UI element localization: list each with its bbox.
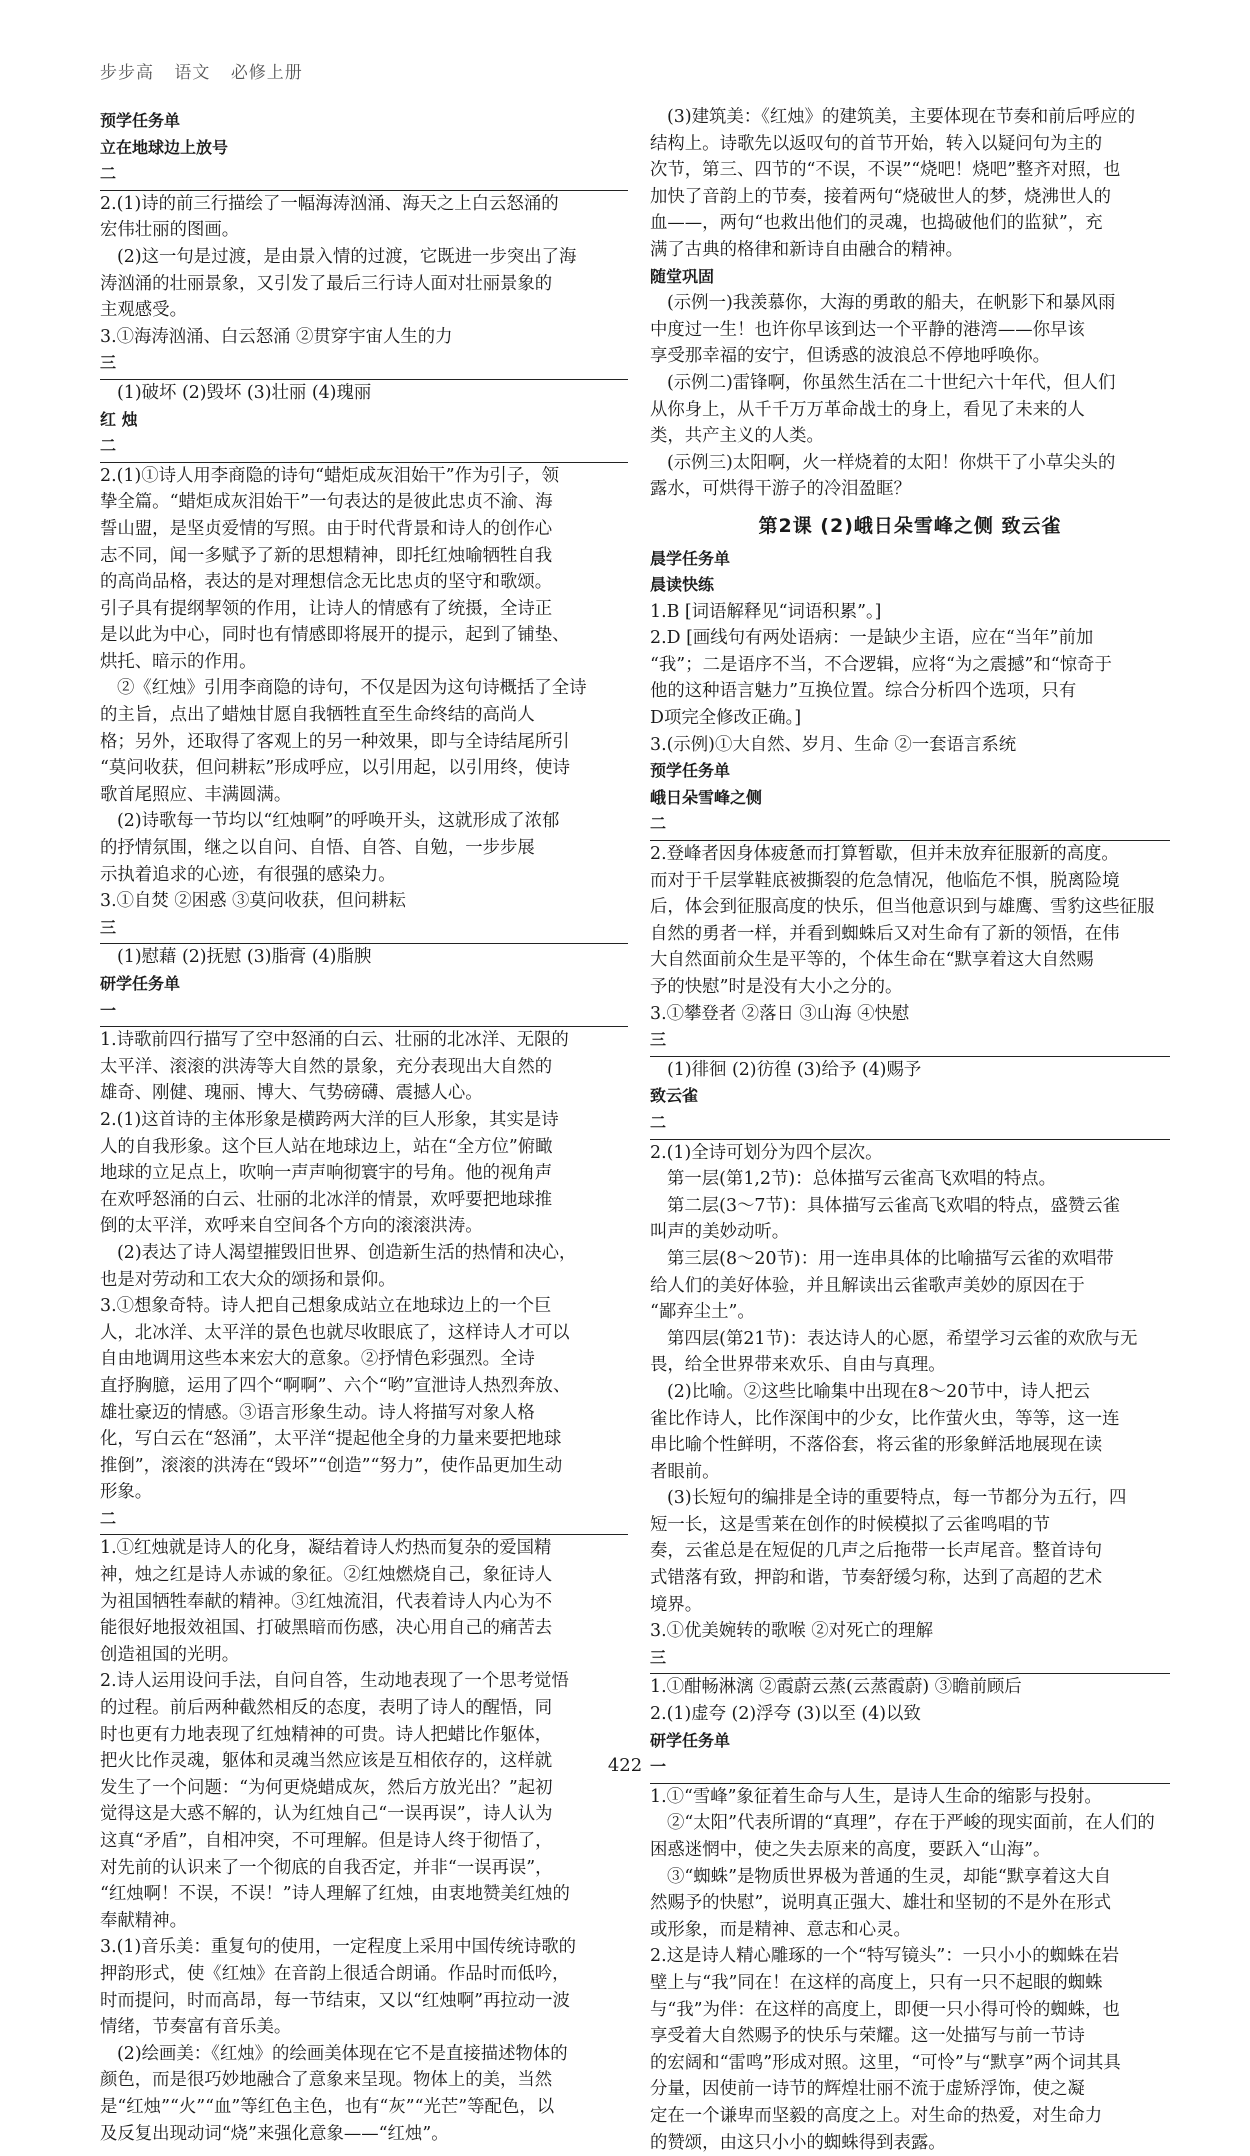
text-line: 主观感受。 [100,297,628,324]
text-line: 情绪，节奏富有音乐美。 [100,2014,628,2041]
text-line: 自由地调用这些本来宏大的意象。②抒情色彩强烈。全诗 [100,1346,628,1373]
text-line: 血——，两句“也救出他们的灵魂，也捣破他们的监狱”，充 [650,210,1170,237]
text-line: (示例一)我羡慕你，大海的勇敢的船夫，在帆影下和暴风雨 [650,290,1170,317]
text-line: (3)长短句的编排是全诗的重要特点，每一节都分为五行，四 [650,1485,1170,1512]
text-line: (2)表达了诗人渴望摧毁旧世界、创造新生活的热情和决心， [100,1240,628,1267]
text-line: ③“蜘蛛”是物质世界极为普通的生灵，却能“默享着这大自 [650,1864,1170,1891]
text-line: 这真“矛盾”，自相冲突，不可理解。但是诗人终于彻悟了， [100,1828,628,1855]
text-line: 的主旨，点出了蜡烛甘愿自我牺牲直至生命终结的高尚人 [100,702,628,729]
text-line: 形象。 [100,1479,628,1506]
text-line: 自然的勇者一样，并看到蜘蛛后又对生命有了新的领悟，在伟 [650,921,1170,948]
text-line: 对先前的认识来了一个彻底的自我否定，并非“一误再误”， [100,1855,628,1882]
text-line: 人，北冰洋、太平洋的景色也就尽收眼底了，这样诗人才可以 [100,1320,628,1347]
text-line: 推倒”，滚滚的洪涛在“毁坏”“创造”“努力”，使作品更加生动 [100,1453,628,1480]
text-line: 然赐予的快慰”，说明真正强大、雄壮和坚韧的不是外在形式 [650,1890,1170,1917]
text-line: 也是对劳动和工农大众的颂扬和景仰。 [100,1267,628,1294]
text-line: (2)这一句是过渡，是由景入情的过渡，它既进一步突出了海 [100,244,628,271]
part-marker: 二 [100,1506,628,1533]
text-line: 享受那幸福的安宁，但诱惑的波浪总不停地呼唤你。 [650,343,1170,370]
text-line: 神，烛之红是诗人赤诚的象征。②红烛燃烧自己，象征诗人 [100,1562,628,1589]
text-line: 直抒胸臆，运用了四个“啊啊”、六个“哟”宣泄诗人热烈奔放、 [100,1373,628,1400]
text-line: 叫声的美妙动听。 [650,1219,1170,1246]
part-marker: 二 [650,1110,1170,1137]
text-line: 中度过一生！也许你早该到达一个平静的港湾——你早该 [650,317,1170,344]
text-line: 3.(1)音乐美：重复句的使用，一定程度上采用中国传统诗歌的 [100,1934,628,1961]
text-line: 畏，给全世界带来欢乐、自由与真理。 [650,1352,1170,1379]
section-heading: 预学任务单 [100,108,628,135]
part-marker: 三 [100,350,628,377]
text-line: 能很好地报效祖国、打破黑暗而伤感，决心用自己的痛苦去 [100,1615,628,1642]
text-line: 而对于千层掌鞋底被撕裂的危急情况，他临危不惧，脱离险境 [650,868,1170,895]
text-line: 从你身上，从千千万万革命战士的身上，看见了未来的人 [650,397,1170,424]
text-line: 或形象，而是精神、意志和心灵。 [650,1917,1170,1944]
text-line: (3)建筑美：《红烛》的建筑美，主要体现在节奏和前后呼应的 [650,104,1170,131]
text-line: (1)慰藉 (2)抚慰 (3)脂膏 (4)脂腴 [100,944,628,971]
part-marker: 二 [100,161,628,188]
text-line: 倒的太平洋，欢呼来自空间各个方向的滚滚洪涛。 [100,1213,628,1240]
text-line: 第四层(第21节)：表达诗人的心愿，希望学习云雀的欢欣与无 [650,1326,1170,1353]
text-line: 誓山盟，是坚贞爱情的写照。由于时代背景和诗人的创作心 [100,516,628,543]
text-line: 2.(1)诗的前三行描绘了一幅海涛汹涌、海天之上白云怒涌的 [100,191,628,218]
text-line: 定在一个谦卑而坚毅的高度之上。对生命的热爱，对生命力 [650,2103,1170,2130]
text-line: 雄壮豪迈的情感。③语言形象生动。诗人将描写对象人格 [100,1400,628,1427]
running-header [100,58,317,83]
text-line: 类，共产主义的人类。 [650,423,1170,450]
section-heading: 随堂巩固 [650,264,1170,291]
text-line: 3.①攀登者 ②落日 ③山海 ④快慰 [650,1001,1170,1028]
text-line: 是以此为中心，同时也有情感即将展开的提示，起到了铺垫、 [100,622,628,649]
text-line: ②《红烛》引用李商隐的诗句，不仅是因为这句诗概括了全诗 [100,675,628,702]
text-line: 烘托、暗示的作用。 [100,649,628,676]
text-line: 1.①“雪峰”象征着生命与人生，是诗人生命的缩影与投射。 [650,1784,1170,1811]
text-line: 享受着大自然赐予的快乐与荣耀。这一处描写与前一节诗 [650,2023,1170,2050]
text-line: 满了古典的格律和新诗自由融合的精神。 [650,237,1170,264]
text-line: 志不同，闻一多赋予了新的思想精神，即托红烛喻牺牲自我 [100,543,628,570]
text-line: 第三层(8～20节)：用一连串具体的比喻描写云雀的欢唱带 [650,1246,1170,1273]
text-line: 雀比作诗人，比作深闺中的少女，比作萤火虫，等等，这一连 [650,1406,1170,1433]
text-line: 化，写白云在“怒涌”，太平洋“提起他全身的力量来要把地球 [100,1426,628,1453]
text-line: 次节，第三、四节的“不误，不误”“烧吧！烧吧”整齐对照，也 [650,157,1170,184]
text-line: 1.①红烛就是诗人的化身，凝结着诗人灼热而复杂的爱国精 [100,1535,628,1562]
text-line: 串比喻个性鲜明，不落俗套，将云雀的形象鲜活地展现在读 [650,1432,1170,1459]
text-line: 把火比作灵魂，躯体和灵魂当然应该是互相依存的，这样就 [100,1748,628,1775]
right-column [650,104,1170,2156]
text-line: 2.(1)这首诗的主体形象是横跨两大洋的巨人形象，其实是诗 [100,1107,628,1134]
header-volume: 必修上册 [231,63,303,83]
part-marker: 三 [100,915,628,942]
section-heading: 预学任务单 [650,758,1170,785]
text-line: 后，体会到征服高度的快乐，但当他意识到与雄鹰、雪豹这些征服 [650,894,1170,921]
text-line: 予的快慰”时是没有大小之分的。 [650,974,1170,1001]
text-line: (2)比喻。②这些比喻集中出现在8～20节中，诗人把云 [650,1379,1170,1406]
text-line: 加快了音韵上的节奏，接着两句“烧破世人的梦，烧沸世人的 [650,184,1170,211]
section-heading: 致云雀 [650,1083,1170,1110]
text-line: 1.B [词语解释见“词语积累”。] [650,599,1170,626]
section-heading: 晨读快练 [650,572,1170,599]
section-heading: 峨日朵雪峰之侧 [650,785,1170,812]
section-heading: 立在地球边上放号 [100,135,628,162]
text-line: (2)绘画美：《红烛》的绘画美体现在它不是直接描述物体的 [100,2041,628,2068]
text-line: 3.①想象奇特。诗人把自己想象成站立在地球边上的一个巨 [100,1293,628,1320]
text-line: 涛汹涌的壮丽景象，又引发了最后三行诗人面对壮丽景象的 [100,271,628,298]
text-line: 短一长，这是雪莱在创作的时候模拟了云雀鸣唱的节 [650,1512,1170,1539]
text-line: 2.(1)虚夸 (2)浮夸 (3)以至 (4)以致 [650,1701,1170,1728]
page-number: 422 [0,1755,1250,1776]
text-line: 的宏阔和“雷鸣”形成对照。这里，“可怜”与“默享”两个词其具 [650,2050,1170,2077]
header-subject: 语文 [174,63,210,83]
text-line: “莫问收获，但问耕耘”形成呼应，以引用起，以引用终，使诗 [100,755,628,782]
text-line: 时也更有力地表现了红烛精神的可贵。诗人把蜡比作躯体， [100,1722,628,1749]
part-marker: 一 [100,998,628,1025]
text-line: 大自然面前众生是平等的，个体生命在“默享着这大自然赐 [650,947,1170,974]
text-line: 发生了一个问题：“为何更烧蜡成灰，然后方放光出？”起初 [100,1775,628,1802]
right-column-bottom [650,546,1170,2156]
text-line: 1.诗歌前四行描写了空中怒涌的白云、壮丽的北冰洋、无限的 [100,1027,628,1054]
text-line: 2.D [画线句有两处语病：一是缺少主语，应在“当年”前加 [650,625,1170,652]
text-line: 的过程。前后两种截然相反的态度，表明了诗人的醒悟，同 [100,1695,628,1722]
text-line: (1)破坏 (2)毁坏 (3)壮丽 (4)瑰丽 [100,380,628,407]
text-line: 歌首尾照应、丰满圆满。 [100,782,628,809]
text-line: 人的自我形象。这个巨人站在地球边上，站在“全方位”俯瞰 [100,1134,628,1161]
part-marker: 三 [650,1645,1170,1672]
text-line: (1)徘徊 (2)彷徨 (3)给予 (4)赐予 [650,1057,1170,1084]
text-line: 境界。 [650,1592,1170,1619]
text-line: “鄙弃尘土”。 [650,1299,1170,1326]
text-line: 雄奇、刚健、瑰丽、博大、气势磅礴、震撼人心。 [100,1080,628,1107]
header-book: 步步高 [100,63,154,83]
text-line: 者眼前。 [650,1459,1170,1486]
part-marker: 二 [650,811,1170,838]
part-marker: 一 [650,1754,1170,1781]
text-line: 3.①海涛汹涌、白云怒涌 ②贯穿宇宙人生的力 [100,324,628,351]
part-marker: 三 [650,1027,1170,1054]
text-line: 与“我”为伴：在这样的高度上，即便一只小得可怜的蜘蛛，也 [650,1997,1170,2024]
text-line: 及反复出现动词“烧”来强化意象——“红烛”。 [100,2121,628,2148]
text-line: 的高尚品格，表达的是对理想信念无比忠贞的坚守和歌颂。 [100,569,628,596]
text-line: 2.这是诗人精心雕琢的一个“特写镜头”：一只小小的蜘蛛在岩 [650,1943,1170,1970]
text-line: 结构上。诗歌先以返叹句的首节开始，转入以疑问句为主的 [650,131,1170,158]
text-line: “我”；二是语序不当，不合逻辑，应将“为之震撼”和“惊奇于 [650,652,1170,679]
text-line: 给人们的美好体验，并且解读出云雀歌声美妙的原因在于 [650,1273,1170,1300]
text-line: 示执着追求的心迹，有很强的感染力。 [100,862,628,889]
section-heading: 红 烛 [100,407,628,434]
text-line: 困惑迷惘中，使之失去原来的高度，要跃入“山海”。 [650,1837,1170,1864]
text-line: 的抒情氛围，继之以自问、自悟、自答、自勉，一步步展 [100,835,628,862]
text-line: 3.①自焚 ②困惑 ③莫问收获，但问耕耘 [100,888,628,915]
text-line: 第二层(3～7节)：具体描写云雀高飞欢唱的特点，盛赞云雀 [650,1193,1170,1220]
text-line: 引子具有提纲挈领的作用，让诗人的情感有了统摄，全诗正 [100,596,628,623]
text-line: (2)诗歌每一节均以“红烛啊”的呼唤开头，这就形成了浓郁 [100,808,628,835]
text-line: 时而提问，时而高昂，每一节结束，又以“红烛啊”再拉动一波 [100,1988,628,2015]
text-line: 挚全篇。“蜡炬成灰泪始干”一句表达的是彼此忠贞不渝、海 [100,489,628,516]
text-line: ②“太阳”代表所谓的“真理”，存在于严峻的现实面前，在人们的 [650,1810,1170,1837]
section-heading: 研学任务单 [100,971,628,998]
text-line: 壁上与“我”同在！在这样的高度上，只有一只不起眼的蜘蛛 [650,1970,1170,1997]
text-line: 为祖国牺牲奉献的精神。③红烛流泪，代表着诗人内心为不 [100,1589,628,1616]
text-line: 颜色，而是很巧妙地融合了意象来呈现。物体上的美，当然 [100,2067,628,2094]
text-line: 3.(示例)①大自然、岁月、生命 ②一套语言系统 [650,732,1170,759]
text-line: 宏伟壮丽的图画。 [100,217,628,244]
text-line: 2.登峰者因身体疲惫而打算暂歇，但并未放弃征服新的高度。 [650,841,1170,868]
text-line: 的赞颂，由这只小小的蜘蛛得到表露。 [650,2130,1170,2156]
text-line: 是“红烛”“火”“血”等红色主色，也有“灰”“光芒”等配色，以 [100,2094,628,2121]
lesson-title: 第2课 (2)峨日朵雪峰之侧 致云雀 [650,513,1170,540]
section-heading: 晨学任务单 [650,546,1170,573]
text-line: 式错落有致，押韵和谐，节奏舒缓匀称，达到了高超的艺术 [650,1565,1170,1592]
text-line: 分量，因使前一诗节的辉煌壮丽不流于虚矫浮饰，使之凝 [650,2076,1170,2103]
text-line: 地球的立足点上，吹响一声声响彻寰宇的号角。他的视角声 [100,1160,628,1187]
section-heading: 研学任务单 [650,1728,1170,1755]
text-line: (示例三)太阳啊，火一样烧着的太阳！你烘干了小草尖头的 [650,450,1170,477]
text-line: 奉献精神。 [100,1908,628,1935]
text-line: 他的这种语言魅力”互换位置。综合分析四个选项，只有 [650,678,1170,705]
right-column-top [650,104,1170,503]
part-marker: 二 [100,433,628,460]
text-line: (示例二)雷锋啊，你虽然生活在二十世纪六十年代，但人们 [650,370,1170,397]
text-line: “红烛啊！不误，不误！”诗人理解了红烛，由衷地赞美红烛的 [100,1881,628,1908]
text-line: 3.①优美婉转的歌喉 ②对死亡的理解 [650,1618,1170,1645]
text-line: 2.(1)全诗可划分为四个层次。 [650,1140,1170,1167]
text-line: 2.诗人运用设问手法，自问自答，生动地表现了一个思考觉悟 [100,1668,628,1695]
text-line: 押韵形式，使《红烛》在音韵上很适合朗诵。作品时而低吟， [100,1961,628,1988]
text-line: 太平洋、滚滚的洪涛等大自然的景象，充分表现出大自然的 [100,1054,628,1081]
left-column [100,108,628,2147]
text-line: 觉得这是大惑不解的，认为红烛自己“一误再误”，诗人认为 [100,1801,628,1828]
text-line: D项完全修改正确。] [650,705,1170,732]
text-line: 创造祖国的光明。 [100,1642,628,1669]
text-line: 在欢呼怒涌的白云、壮丽的北冰洋的情景，欢呼要把地球推 [100,1187,628,1214]
text-line: 奏，云雀总是在短促的几声之后拖带一长声尾音。整首诗句 [650,1538,1170,1565]
text-line: 1.①酣畅淋漓 ②霞蔚云蒸(云蒸霞蔚) ③瞻前顾后 [650,1674,1170,1701]
text-line: 格；另外，还取得了客观上的另一种效果，即与全诗结尾所引 [100,729,628,756]
text-line: 第一层(第1,2节)：总体描写云雀高飞欢唱的特点。 [650,1166,1170,1193]
text-line: 2.(1)①诗人用李商隐的诗句“蜡炬成灰泪始干”作为引子，领 [100,463,628,490]
text-line: 露水，可烘得干游子的冷泪盈眶？ [650,476,1170,503]
